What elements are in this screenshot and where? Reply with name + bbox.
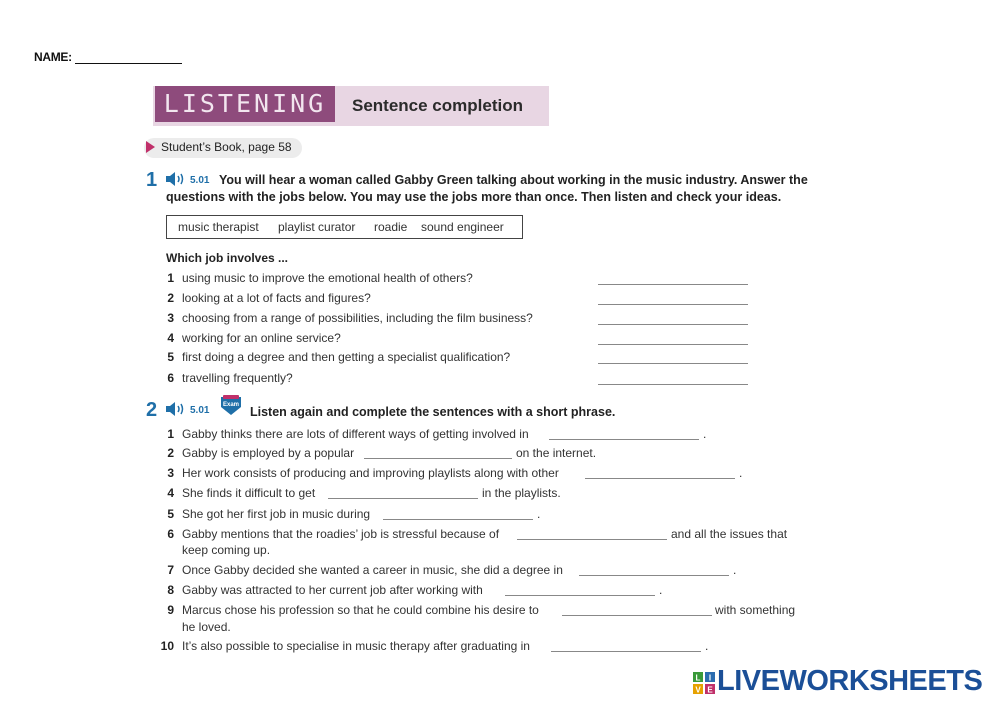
answer-field[interactable] <box>598 344 748 345</box>
sentence-number: 3 <box>167 466 174 480</box>
word-item: music therapist <box>178 220 259 234</box>
question-number: 5 <box>167 350 174 364</box>
sentence-number: 6 <box>167 527 174 541</box>
header-tag: LISTENING <box>155 86 335 122</box>
sentence-end: . <box>703 427 707 441</box>
sentence-end: in the playlists. <box>482 486 561 500</box>
speaker-icon[interactable] <box>165 171 189 187</box>
sentence-end: . <box>739 466 743 480</box>
word-item: playlist curator <box>278 220 356 234</box>
sentence-end: . <box>659 583 663 597</box>
sentence-number: 5 <box>167 507 174 521</box>
sentence-number: 8 <box>167 583 174 597</box>
sentence-end: and all the issues that <box>671 527 788 541</box>
name-label: NAME: <box>34 50 72 64</box>
sentence-text: Gabby was attracted to her current job after working with <box>182 583 483 597</box>
sentence-number: 2 <box>167 446 174 460</box>
gap-field[interactable] <box>505 595 655 596</box>
sentence-text: She finds it difficult to get <box>182 486 316 500</box>
gap-field[interactable] <box>549 439 699 440</box>
exercise1-number: 1 <box>146 169 158 191</box>
exam-badge-icon <box>218 394 244 416</box>
sentence-text: Marcus chose his profession so that he could combine his desire to <box>182 603 539 617</box>
logo-letter: V <box>695 685 701 694</box>
sentence-text: Gabby thinks there are lots of different ways of getting involved in <box>182 427 529 441</box>
gap-field[interactable] <box>562 615 712 616</box>
answer-field[interactable] <box>598 384 748 385</box>
sentence-number: 7 <box>167 563 174 577</box>
exercise2-number: 2 <box>146 399 158 421</box>
gap-field[interactable] <box>551 651 701 652</box>
exam-badge-label: Exam <box>222 402 240 408</box>
gap-field[interactable] <box>328 498 478 499</box>
answer-field[interactable] <box>598 363 748 364</box>
answer-field[interactable] <box>598 304 748 305</box>
word-item: sound engineer <box>421 220 504 234</box>
question-text: travelling frequently? <box>182 371 293 385</box>
logo-letter: I <box>708 673 712 683</box>
sentence-number: 4 <box>167 486 174 500</box>
answer-field[interactable] <box>598 324 748 325</box>
sentence-text: It’s also possible to specialise in music therapy after graduating in <box>182 639 530 653</box>
exercise2-instruction: Listen again and complete the sentences with a short phrase. <box>250 405 616 419</box>
speaker-icon[interactable] <box>165 401 189 417</box>
book-ref-text: Student’s Book, page 58 <box>161 140 292 154</box>
sentence-number: 1 <box>167 427 174 441</box>
name-field[interactable] <box>75 63 182 64</box>
sentence-text: Her work consists of producing and improving playlists along with other <box>182 466 559 480</box>
arrow-icon <box>146 141 155 153</box>
sentence-text: Gabby is employed by a popular <box>182 446 355 460</box>
question-text: using music to improve the emotional health of others? <box>182 271 473 285</box>
sentence-text: Gabby mentions that the roadies’ job is stressful because of <box>182 527 500 541</box>
gap-field[interactable] <box>579 575 729 576</box>
question-text: choosing from a range of possibilities, including the film business? <box>182 311 533 325</box>
question-text: working for an online service? <box>182 331 341 345</box>
sentence-continuation: he loved. <box>182 620 231 634</box>
gap-field[interactable] <box>517 539 667 540</box>
sentence-end: . <box>537 507 541 521</box>
sentence-end: . <box>733 563 737 577</box>
question-intro: Which job involves ... <box>166 251 289 265</box>
question-number: 6 <box>167 371 174 385</box>
sentence-number: 9 <box>167 603 174 617</box>
sentence-text: Once Gabby decided she wanted a career in music, she did a degree in <box>182 563 563 577</box>
logo-letter: E <box>707 685 713 694</box>
header-title: Sentence completion <box>352 96 523 115</box>
track-number: 5.01 <box>190 175 210 186</box>
exercise1-instruction-line2: questions with the jobs below. You may use the jobs more than once. Then listen and check your ideas. <box>166 190 782 204</box>
sentence-end: with something <box>715 603 796 617</box>
question-number: 4 <box>167 331 174 345</box>
sentence-end: . <box>705 639 709 653</box>
exercise1-instruction-line1: You will hear a woman called Gabby Green talking about working in the music industry. Answer the <box>219 173 808 187</box>
gap-field[interactable] <box>383 519 533 520</box>
gap-field[interactable] <box>364 458 512 459</box>
gap-field[interactable] <box>585 478 735 479</box>
sentence-number: 10 <box>160 639 174 653</box>
logo-letter: L <box>695 673 701 683</box>
liveworksheets-logo-icon <box>693 672 715 694</box>
question-text: first doing a degree and then getting a specialist qualification? <box>182 350 511 364</box>
liveworksheets-logo-text: LIVEWORKSHEETS <box>717 665 983 697</box>
answer-field[interactable] <box>598 284 748 285</box>
track-number: 5.01 <box>190 405 210 416</box>
sentence-continuation: keep coming up. <box>182 543 271 557</box>
sentence-text: She got her first job in music during <box>182 507 371 521</box>
question-text: looking at a lot of facts and figures? <box>182 291 371 305</box>
sentence-end: on the internet. <box>516 446 597 460</box>
word-item: roadie <box>374 220 408 234</box>
question-number: 2 <box>167 291 174 305</box>
question-number: 1 <box>167 271 174 285</box>
question-number: 3 <box>167 311 174 325</box>
